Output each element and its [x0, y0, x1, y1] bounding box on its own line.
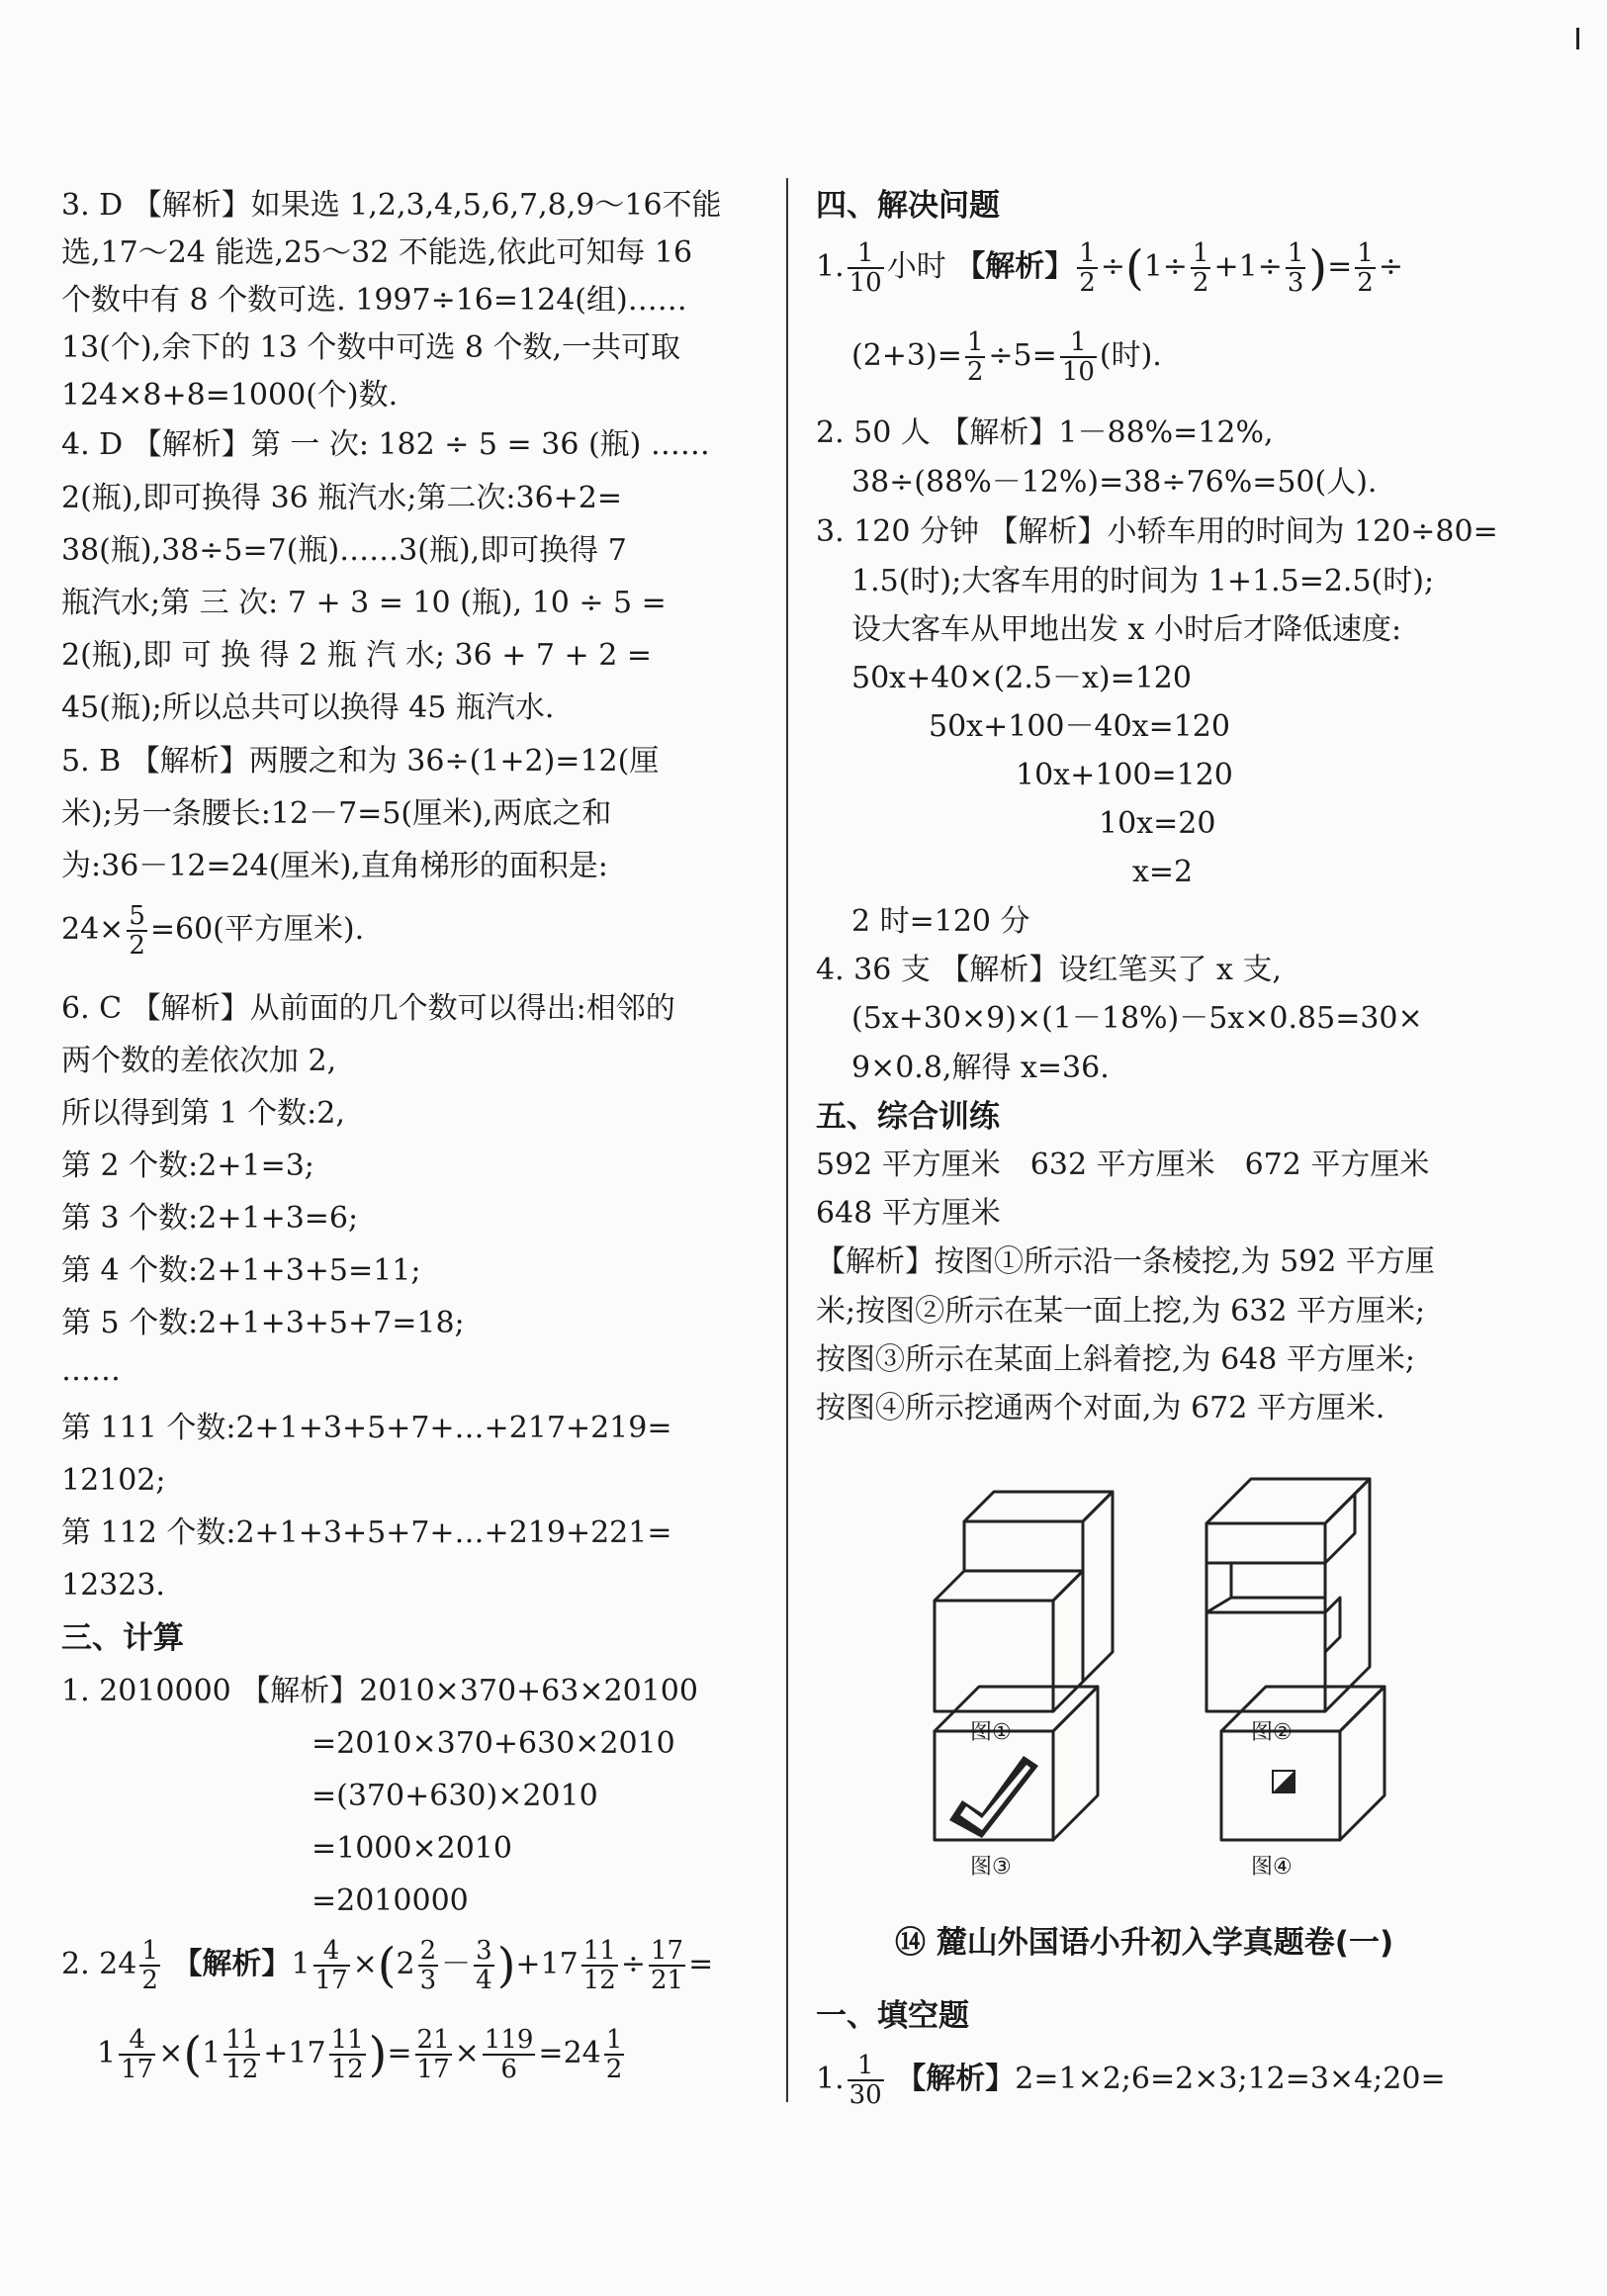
q4-line: 45(瓶);所以总共可以换得 45 瓶汽水. [61, 690, 555, 725]
paren: ( [183, 2027, 203, 2082]
q6-line: 第 5 个数:2+1+3+5+7=18; [61, 1306, 465, 1340]
c1-line: =1000×2010 [312, 1831, 512, 1866]
denominator: 2 [129, 931, 145, 961]
fraction [965, 328, 986, 386]
fraction [313, 1937, 350, 1994]
numerator: 1 [141, 1936, 158, 1966]
paren: ( [377, 1938, 397, 1993]
numerator: 1 [1287, 238, 1304, 268]
section-heading-3: 三、计算 [61, 1620, 184, 1656]
denominator: 10 [848, 268, 882, 298]
q6-line: 第 4 个数:2+1+3+5=11; [61, 1253, 421, 1288]
r3-equation: 50x+40×(2.5－x)=120 [851, 661, 1192, 695]
denominator: 17 [416, 2055, 450, 2084]
figure-label-4: 图④ [1251, 1855, 1293, 1880]
section-heading-5: 五、综合训练 [816, 1099, 1000, 1135]
denominator: 2 [605, 2055, 623, 2084]
section-heading-1: 一、填空题 [816, 1998, 969, 2034]
denominator: 2 [1079, 268, 1096, 298]
fraction [581, 1937, 618, 1994]
text: (2+3)= [851, 338, 962, 373]
fraction [483, 2026, 536, 2083]
fraction [119, 2026, 155, 2083]
numerator: 1 [1079, 238, 1096, 268]
column-divider [786, 178, 788, 2102]
text: 1 [291, 1947, 311, 1981]
fraction [223, 2026, 260, 2083]
r4-line: 4. 36 支 【解析】设红笔买了 x 支, [816, 953, 1282, 987]
fraction [1286, 239, 1306, 297]
q3-line: 个数中有 8 个数可选. 1997÷16=124(组)…… [61, 283, 687, 318]
fraction [649, 1937, 685, 1994]
numerator: 119 [484, 2025, 534, 2055]
numerator: 5 [129, 901, 145, 931]
r2-line: 2. 50 人 【解析】1－88%=12%, [816, 415, 1274, 450]
numerator: 2 [419, 1936, 437, 1966]
numerator: 21 [416, 2025, 450, 2055]
text: (时). [1099, 338, 1162, 373]
q4-line: 38(瓶),38÷5=7(瓶)……3(瓶),即可换得 7 [61, 533, 627, 568]
numerator: 1 [1357, 238, 1374, 268]
numerator: 11 [582, 1936, 616, 1966]
text: 17 [540, 1947, 579, 1981]
denominator: 4 [476, 1966, 492, 1995]
f1-line [816, 2040, 1446, 2119]
fraction [474, 1937, 494, 1994]
r5-line: 648 平方厘米 [816, 1196, 1001, 1231]
r4-line: (5x+30×9)×(1－18%)－5x×0.85=30× [851, 1001, 1423, 1036]
text: 1. [816, 2062, 845, 2096]
figure-1-cube-edge-cut [935, 1492, 1113, 1711]
figure-3-cube-diagonal-groove [935, 1687, 1098, 1840]
figure-4-cube-through-hole [1221, 1687, 1384, 1840]
r3-equation: 50x+100－40x=120 [929, 709, 1230, 744]
r3-line: 3. 120 分钟 【解析】小轿车用的时间为 120÷80= [816, 514, 1498, 549]
r5-line: 592 平方厘米 632 平方厘米 672 平方厘米 [816, 1148, 1430, 1182]
r3-line: 1.5(时);大客车用的时间为 1+1.5=2.5(时); [851, 564, 1435, 598]
denominator: 21 [650, 1966, 684, 1995]
numerator: 1 [1192, 238, 1209, 268]
paper-title: ⑭ 麓山外国语小升初入学真题卷(一) [895, 1925, 1394, 1961]
text: 1. [816, 249, 845, 284]
fraction [1355, 239, 1376, 297]
q4-line: 4. D 【解析】第 一 次: 182 ÷ 5 = 36 (瓶) …… [61, 427, 710, 462]
denominator: 2 [141, 1966, 158, 1995]
numerator: 1 [848, 2052, 884, 2081]
denominator: 30 [848, 2080, 882, 2110]
numerator: 1 [1060, 328, 1097, 358]
q6-line: …… [61, 1353, 121, 1388]
paren: ) [368, 2027, 388, 2082]
numerator: 4 [313, 1937, 350, 1967]
r2-line: 38÷(88%－12%)=38÷76%=50(人). [851, 465, 1378, 500]
denominator: 17 [314, 1966, 348, 1995]
numerator: 11 [330, 2025, 364, 2055]
fraction [1060, 328, 1097, 386]
r4-line: 9×0.8,解得 x=36. [851, 1051, 1110, 1085]
denominator: 3 [1287, 268, 1304, 298]
numerator: 17 [650, 1936, 684, 1966]
denominator: 12 [225, 2055, 259, 2084]
denominator: 2 [1357, 268, 1374, 298]
q5-line: 5. B 【解析】两腰之和为 36÷(1+2)=12(厘 [61, 744, 660, 779]
fraction [418, 1937, 439, 1994]
denominator: 2 [966, 357, 984, 387]
denominator: 3 [419, 1966, 437, 1995]
r3-equation: 10x=20 [1099, 806, 1216, 841]
r3-line: 设大客车从甲地出发 x 小时后才降低速度: [851, 612, 1402, 647]
paren: ( [1124, 240, 1144, 296]
fraction [415, 2026, 452, 2083]
denominator: 2 [1192, 268, 1209, 298]
analysis-tag: 【解析】 [172, 1947, 292, 1981]
r3-equation: 10x+100=120 [1016, 758, 1233, 792]
fraction [1191, 239, 1211, 297]
text: 17 [288, 2036, 326, 2070]
r1-line-1: 1. $\frac{1}{10}$ 小时 【解析】 $\frac{1}{2}$ ÷(1÷ $\frac{1}{2}$ +1÷ $\frac{1}{3}$ )= $\frac{1}{2}$ ÷ [816, 238, 1403, 298]
text: 2. 24 [61, 1947, 137, 1981]
fraction [604, 2026, 625, 2083]
paren: ) [496, 1938, 516, 1993]
r5-line: 【解析】按图①所示沿一条棱挖,为 592 平方厘 [816, 1244, 1435, 1279]
fraction [329, 2026, 366, 2083]
q3-line: 13(个),余下的 13 个数中可选 8 个数,一共可取 [61, 330, 681, 365]
numerator: 4 [119, 2026, 155, 2056]
c1-line: 1. 2010000 【解析】2010×370+63×20100 [61, 1674, 698, 1708]
q6-line: 两个数的差依次加 2, [61, 1044, 337, 1078]
r1-line-2 [851, 317, 1162, 396]
c2-line-2: 1 $\frac{4}{17}$ ×(1 $\frac{11}{12}$ +17 $\frac{11}{12}$ )= $\frac{21}{17}$ × $\frac{119}{6}$ =24 $\frac{1}{2}$ [97, 2025, 623, 2084]
fraction [127, 902, 147, 960]
q4-line: 2(瓶),即可换得 36 瓶汽水;第二次:36+2= [61, 481, 623, 515]
c1-line: =2010000 [312, 1883, 469, 1918]
text: 小时 [886, 249, 946, 284]
fraction [848, 2052, 884, 2109]
text: 24× [61, 912, 125, 947]
numerator: 1 [966, 327, 984, 357]
figure-label-2: 图② [1251, 1720, 1293, 1745]
q6-line: 12323. [61, 1568, 165, 1603]
denominator: 10 [1061, 357, 1095, 387]
fraction [1077, 239, 1098, 297]
r3-line: 2 时=120 分 [851, 904, 1030, 939]
q5-area-line [61, 895, 364, 964]
r5-line: 按图④所示挖通两个对面,为 672 平方厘米. [816, 1391, 1385, 1425]
c1-line: =2010×370+630×2010 [312, 1726, 675, 1761]
figure-label-1: 图① [970, 1720, 1012, 1745]
q6-line: 第 112 个数:2+1+3+5+7+…+219+221= [61, 1515, 672, 1550]
q4-line: 瓶汽水;第 三 次: 7 + 3 = 10 (瓶), 10 ÷ 5 = [61, 586, 667, 620]
r5-line: 按图③所示在某面上斜着挖,为 648 平方厘米; [816, 1342, 1415, 1377]
q6-line: 12102; [61, 1463, 166, 1498]
fraction [848, 239, 884, 297]
paren: ) [1308, 240, 1328, 296]
cube-figures [816, 1434, 1533, 1860]
text: 2=1×2;6=2×3;12=3×4;20= [1015, 2062, 1446, 2096]
q3-line: 124×8+8=1000(个)数. [61, 378, 399, 413]
numerator: 11 [225, 2025, 259, 2055]
text: 24 [563, 2036, 601, 2070]
q6-line: 第 3 个数:2+1+3=6; [61, 1201, 359, 1236]
text: ÷5= [988, 338, 1057, 373]
page-corner-mark [1576, 28, 1579, 49]
q3-line: 选,17～24 能选,25～32 不能选,依此可知每 16 [61, 235, 693, 270]
denominator: 17 [121, 2055, 154, 2084]
q4-line: 2(瓶),即 可 换 得 2 瓶 汽 水; 36 + 7 + 2 = [61, 638, 652, 673]
section-heading-4: 四、解决问题 [816, 188, 1000, 224]
c2-line-1: 2. 24 $\frac{1}{2}$ 【解析】1 $\frac{4}{17}$ ×(2 $\frac{2}{3}$ － $\frac{3}{4}$ )+17 $\frac{11}{12}$ ÷ $\frac{17}{21}$ = [61, 1936, 714, 1995]
denominator: 12 [582, 1966, 616, 1995]
text: 1 [202, 2036, 222, 2070]
q6-line: 所以得到第 1 个数:2, [61, 1096, 345, 1131]
q6-line: 第 111 个数:2+1+3+5+7+…+217+219= [61, 1411, 672, 1445]
r3-equation: x=2 [1132, 855, 1194, 889]
analysis-tag: 【解析】 [896, 2062, 1016, 2096]
c1-line: =(370+630)×2010 [312, 1779, 598, 1813]
fraction [139, 1937, 160, 1994]
q5-line: 米);另一条腰长:12－7=5(厘米),两底之和 [61, 796, 612, 831]
analysis-tag: 【解析】 [955, 249, 1075, 284]
q6-line: 第 2 个数:2+1=3; [61, 1148, 314, 1183]
r5-line: 米;按图②所示在某一面上挖,为 632 平方厘米; [816, 1294, 1426, 1329]
text: 1 [97, 2036, 117, 2070]
numerator: 1 [848, 239, 884, 269]
figure-2-cube-face-notch [1206, 1479, 1370, 1711]
q6-line: 6. C 【解析】从前面的几个数可以得出:相邻的 [61, 991, 675, 1026]
denominator: 6 [500, 2055, 517, 2084]
numerator: 1 [605, 2025, 623, 2055]
text: 2 [396, 1947, 415, 1981]
q3-line: 3. D 【解析】如果选 1,2,3,4,5,6,7,8,9～16不能 [61, 188, 722, 223]
q5-line: 为:36－12=24(厘米),直角梯形的面积是: [61, 849, 608, 883]
text: =60(平方厘米). [149, 912, 365, 947]
figure-label-3: 图③ [970, 1855, 1012, 1880]
denominator: 12 [330, 2055, 364, 2084]
numerator: 3 [476, 1936, 492, 1966]
